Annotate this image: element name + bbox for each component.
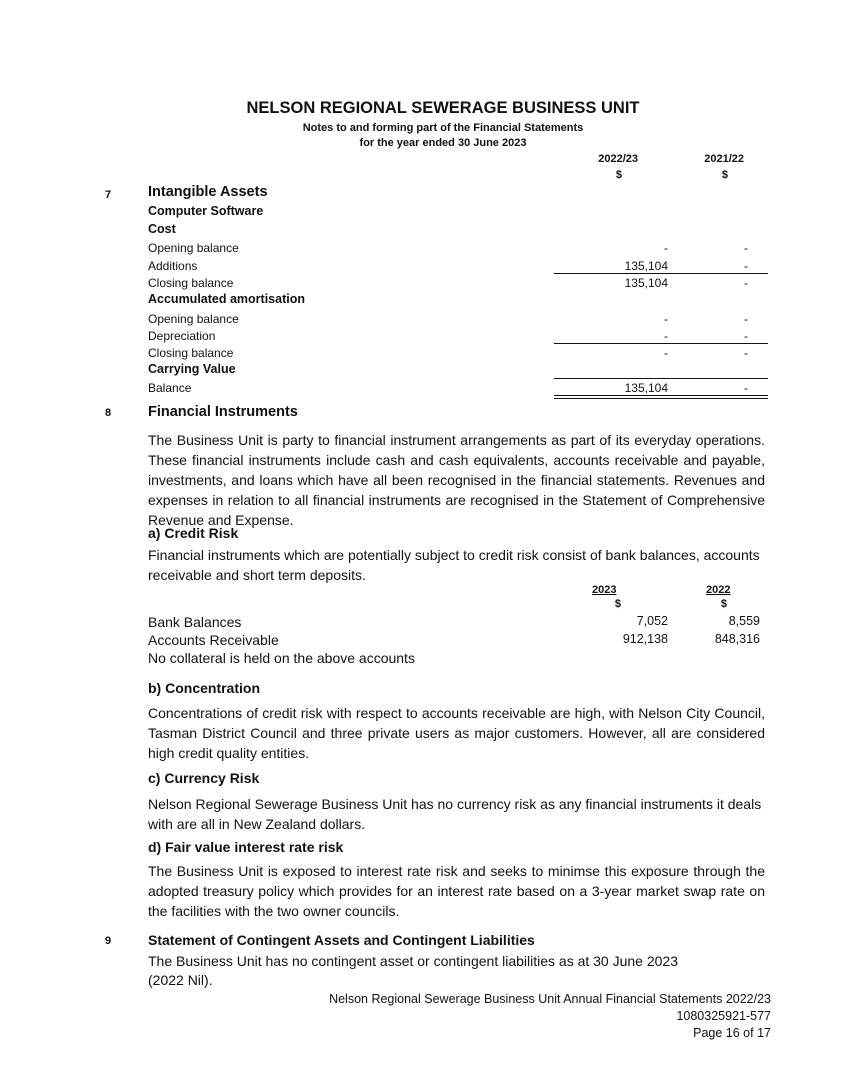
balance-label: Balance: [148, 381, 192, 395]
accounts-receivable-2022: 848,316: [714, 632, 760, 646]
note-number-8: 8: [105, 407, 112, 419]
credit-unit-2: $: [720, 598, 727, 610]
credit-col-2022: 2022: [706, 584, 731, 596]
credit-col-2023: 2023: [592, 584, 617, 596]
cost-opening-2023: -: [664, 241, 668, 255]
amort-opening-2023: -: [664, 312, 668, 326]
subtotal-rule: [554, 343, 768, 344]
computer-software-heading: Computer Software: [148, 204, 264, 218]
bank-balances-label: Bank Balances: [148, 614, 242, 630]
total-double-rule-bottom: [554, 398, 768, 399]
amort-depreciation-2023: -: [664, 329, 668, 343]
concentration-text: Concentrations of credit risk with respect to accounts receivable are high, with Nelson City Council, Tasman District Council and three private users as major customers. However, all are considered high credit quality entities.: [148, 705, 765, 761]
note-9-text-line1: The Business Unit has no contingent asset or contingent liabilities as at 30 June 2023: [148, 953, 678, 969]
amort-opening-2022: -: [744, 312, 748, 326]
page-period: for the year ended 30 June 2023: [359, 137, 527, 149]
currency-risk-heading: c) Currency Risk: [148, 770, 260, 786]
accounts-receivable-label: Accounts Receivable: [148, 632, 279, 648]
footer-document-title: Nelson Regional Sewerage Business Unit Annual Financial Statements 2022/23: [329, 992, 771, 1006]
balance-2022: -: [744, 381, 748, 395]
page-title: NELSON REGIONAL SEWERAGE BUSINESS UNIT: [246, 99, 640, 117]
fair-value-heading: d) Fair value interest rate risk: [148, 839, 344, 855]
bank-balances-2022: 8,559: [728, 614, 760, 628]
note-8-title: Financial Instruments: [148, 404, 298, 420]
credit-risk-heading: a) Credit Risk: [148, 525, 239, 541]
cost-additions-2022: -: [744, 259, 748, 273]
cost-closing-2022: -: [744, 276, 748, 290]
bank-balances-2023: 7,052: [636, 614, 668, 628]
cost-opening-2022: -: [744, 241, 748, 255]
cost-additions-label: Additions: [148, 259, 198, 273]
cost-closing-2023: 135,104: [624, 276, 668, 290]
column-header-2022-23: 2022/23: [598, 153, 638, 165]
column-header-2021-22: 2021/22: [704, 153, 744, 165]
amort-opening-label: Opening balance: [148, 312, 239, 326]
footer-document-id: 1080325921-577: [676, 1009, 771, 1023]
column-unit-1: $: [615, 169, 622, 181]
note-number-9: 9: [105, 935, 112, 947]
note-8-intro: The Business Unit is party to financial instrument arrangements as part of its everyday operations. These financial instruments include cash and cash equivalents, accounts receivable and payable, investments, and loans which have all been recognised in the financial statements. Revenues and expenses in relation to all financial instruments are recognised in the Statement of Comprehensive Revenue and Expense.: [148, 432, 765, 528]
collateral-note: No collateral is held on the above accounts: [148, 650, 415, 666]
balance-2023: 135,104: [624, 381, 668, 395]
amort-depreciation-label: Depreciation: [148, 329, 216, 343]
note-number-7: 7: [105, 189, 112, 201]
amort-closing-label: Closing balance: [148, 346, 234, 360]
credit-risk-text: Financial instruments which are potentially subject to credit risk consist of bank balances, accounts receivable and short term deposits.: [148, 547, 760, 583]
currency-risk-text: Nelson Regional Sewerage Business Unit has no currency risk as any financial instruments it deals with are all in New Zealand dollars.: [148, 796, 762, 832]
carrying-value-heading: Carrying Value: [148, 362, 236, 376]
page-subtitle: Notes to and forming part of the Financial Statements: [302, 122, 584, 134]
fair-value-text: The Business Unit is exposed to interest rate risk and seeks to minimse this exposure through the adopted treasury policy which provides for an interest rate based on a 3-year market swap rate on the facilities with the two owner councils.: [148, 863, 765, 919]
cost-closing-label: Closing balance: [148, 276, 234, 290]
column-unit-2: $: [721, 169, 728, 181]
credit-unit-1: $: [614, 598, 621, 610]
note-7-title: Intangible Assets: [148, 184, 268, 200]
concentration-heading: b) Concentration: [148, 680, 260, 696]
total-double-rule-top: [554, 395, 768, 396]
cost-opening-label: Opening balance: [148, 241, 239, 255]
amort-depreciation-2022: -: [744, 329, 748, 343]
subtotal-rule: [554, 378, 768, 379]
note-9-text-line2: (2022 Nil).: [148, 972, 213, 988]
footer-page-number: Page 16 of 17: [693, 1026, 771, 1040]
amort-closing-2022: -: [744, 346, 748, 360]
cost-additions-2023: 135,104: [624, 259, 668, 273]
subtotal-rule: [554, 273, 768, 274]
note-9-title: Statement of Contingent Assets and Contingent Liabilities: [148, 932, 535, 948]
amort-closing-2023: -: [664, 346, 668, 360]
accounts-receivable-2023: 912,138: [622, 632, 668, 646]
cost-heading: Cost: [148, 222, 176, 236]
accumulated-amortisation-heading: Accumulated amortisation: [148, 292, 305, 306]
